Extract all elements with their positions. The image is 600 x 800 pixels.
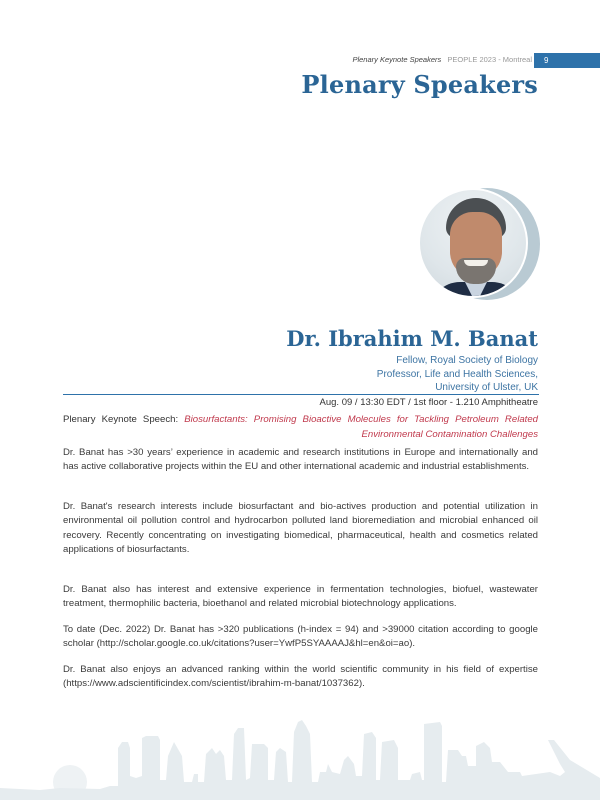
bio-paragraph: Dr. Banat's research interests include biosurfactant and bio-actives production and potential utilization in environmental oil pollution control and hydrocarbon polluted land bioremediation and microbial enhanced oil recovery. Recently concentrating on investigating biomedical, pharmaceutical, health and cosmetics related applications of biosurfactants. [63, 501, 538, 555]
affiliation-line: University of Ulster, UK [435, 382, 538, 393]
keynote-title: Biosurfactants: Promising Bioactive Molecules for Tackling Petroleum Related Environmental Contamination Challenges [184, 414, 539, 440]
affiliation-line: Professor, Life and Health Sciences, [376, 368, 538, 380]
speaker-name: Dr. Ibrahim M. Banat [286, 326, 538, 351]
event-label: PEOPLE 2023 - Montreal [447, 55, 532, 64]
keynote-speech [63, 412, 538, 442]
speaker-photo [412, 185, 542, 305]
running-header [352, 55, 532, 64]
page-number-badge: 9 [534, 53, 600, 68]
bio-paragraph: Dr. Banat also enjoys an advanced ranking within the world scientific community in his field of expertise (https://www.adscientificindex.com/scientist/ibrahim-m-banat/1037362). [63, 664, 538, 690]
bio-paragraph: Dr. Banat also has interest and extensive experience in fermentation technologies, biofuel, wastewater treatment, thermophilic bacteria, bioethanol and related microbial biotechnology applications. [63, 584, 538, 610]
section-label: Plenary Keynote Speakers [352, 55, 442, 64]
divider [63, 394, 539, 395]
speaker-affiliation [377, 354, 538, 395]
speaker-portrait [418, 188, 528, 298]
page-title: Plenary Speakers [301, 70, 538, 99]
keynote-label: Plenary Keynote Speech: [63, 414, 185, 425]
affiliation-line: Fellow, Royal Society of Biology [396, 355, 538, 366]
bio-paragraph: Dr. Banat has >30 years’ experience in academic and research institutions in Europe and internationally and has active collaborative projects within the EU and other international academic and industrial establishments. [63, 447, 538, 473]
montreal-skyline-illustration [0, 720, 600, 800]
session-info: Aug. 09 / 13:30 EDT / 1st floor - 1.210 Amphitheatre [319, 397, 538, 408]
bio-paragraph: To date (Dec. 2022) Dr. Banat has >320 publications (h-index = 94) and >39000 citation according to google scholar (http://scholar.google.co.uk/citations?user=YwfP5SYAAAAJ&hl=en&oi=ao). [63, 624, 538, 650]
